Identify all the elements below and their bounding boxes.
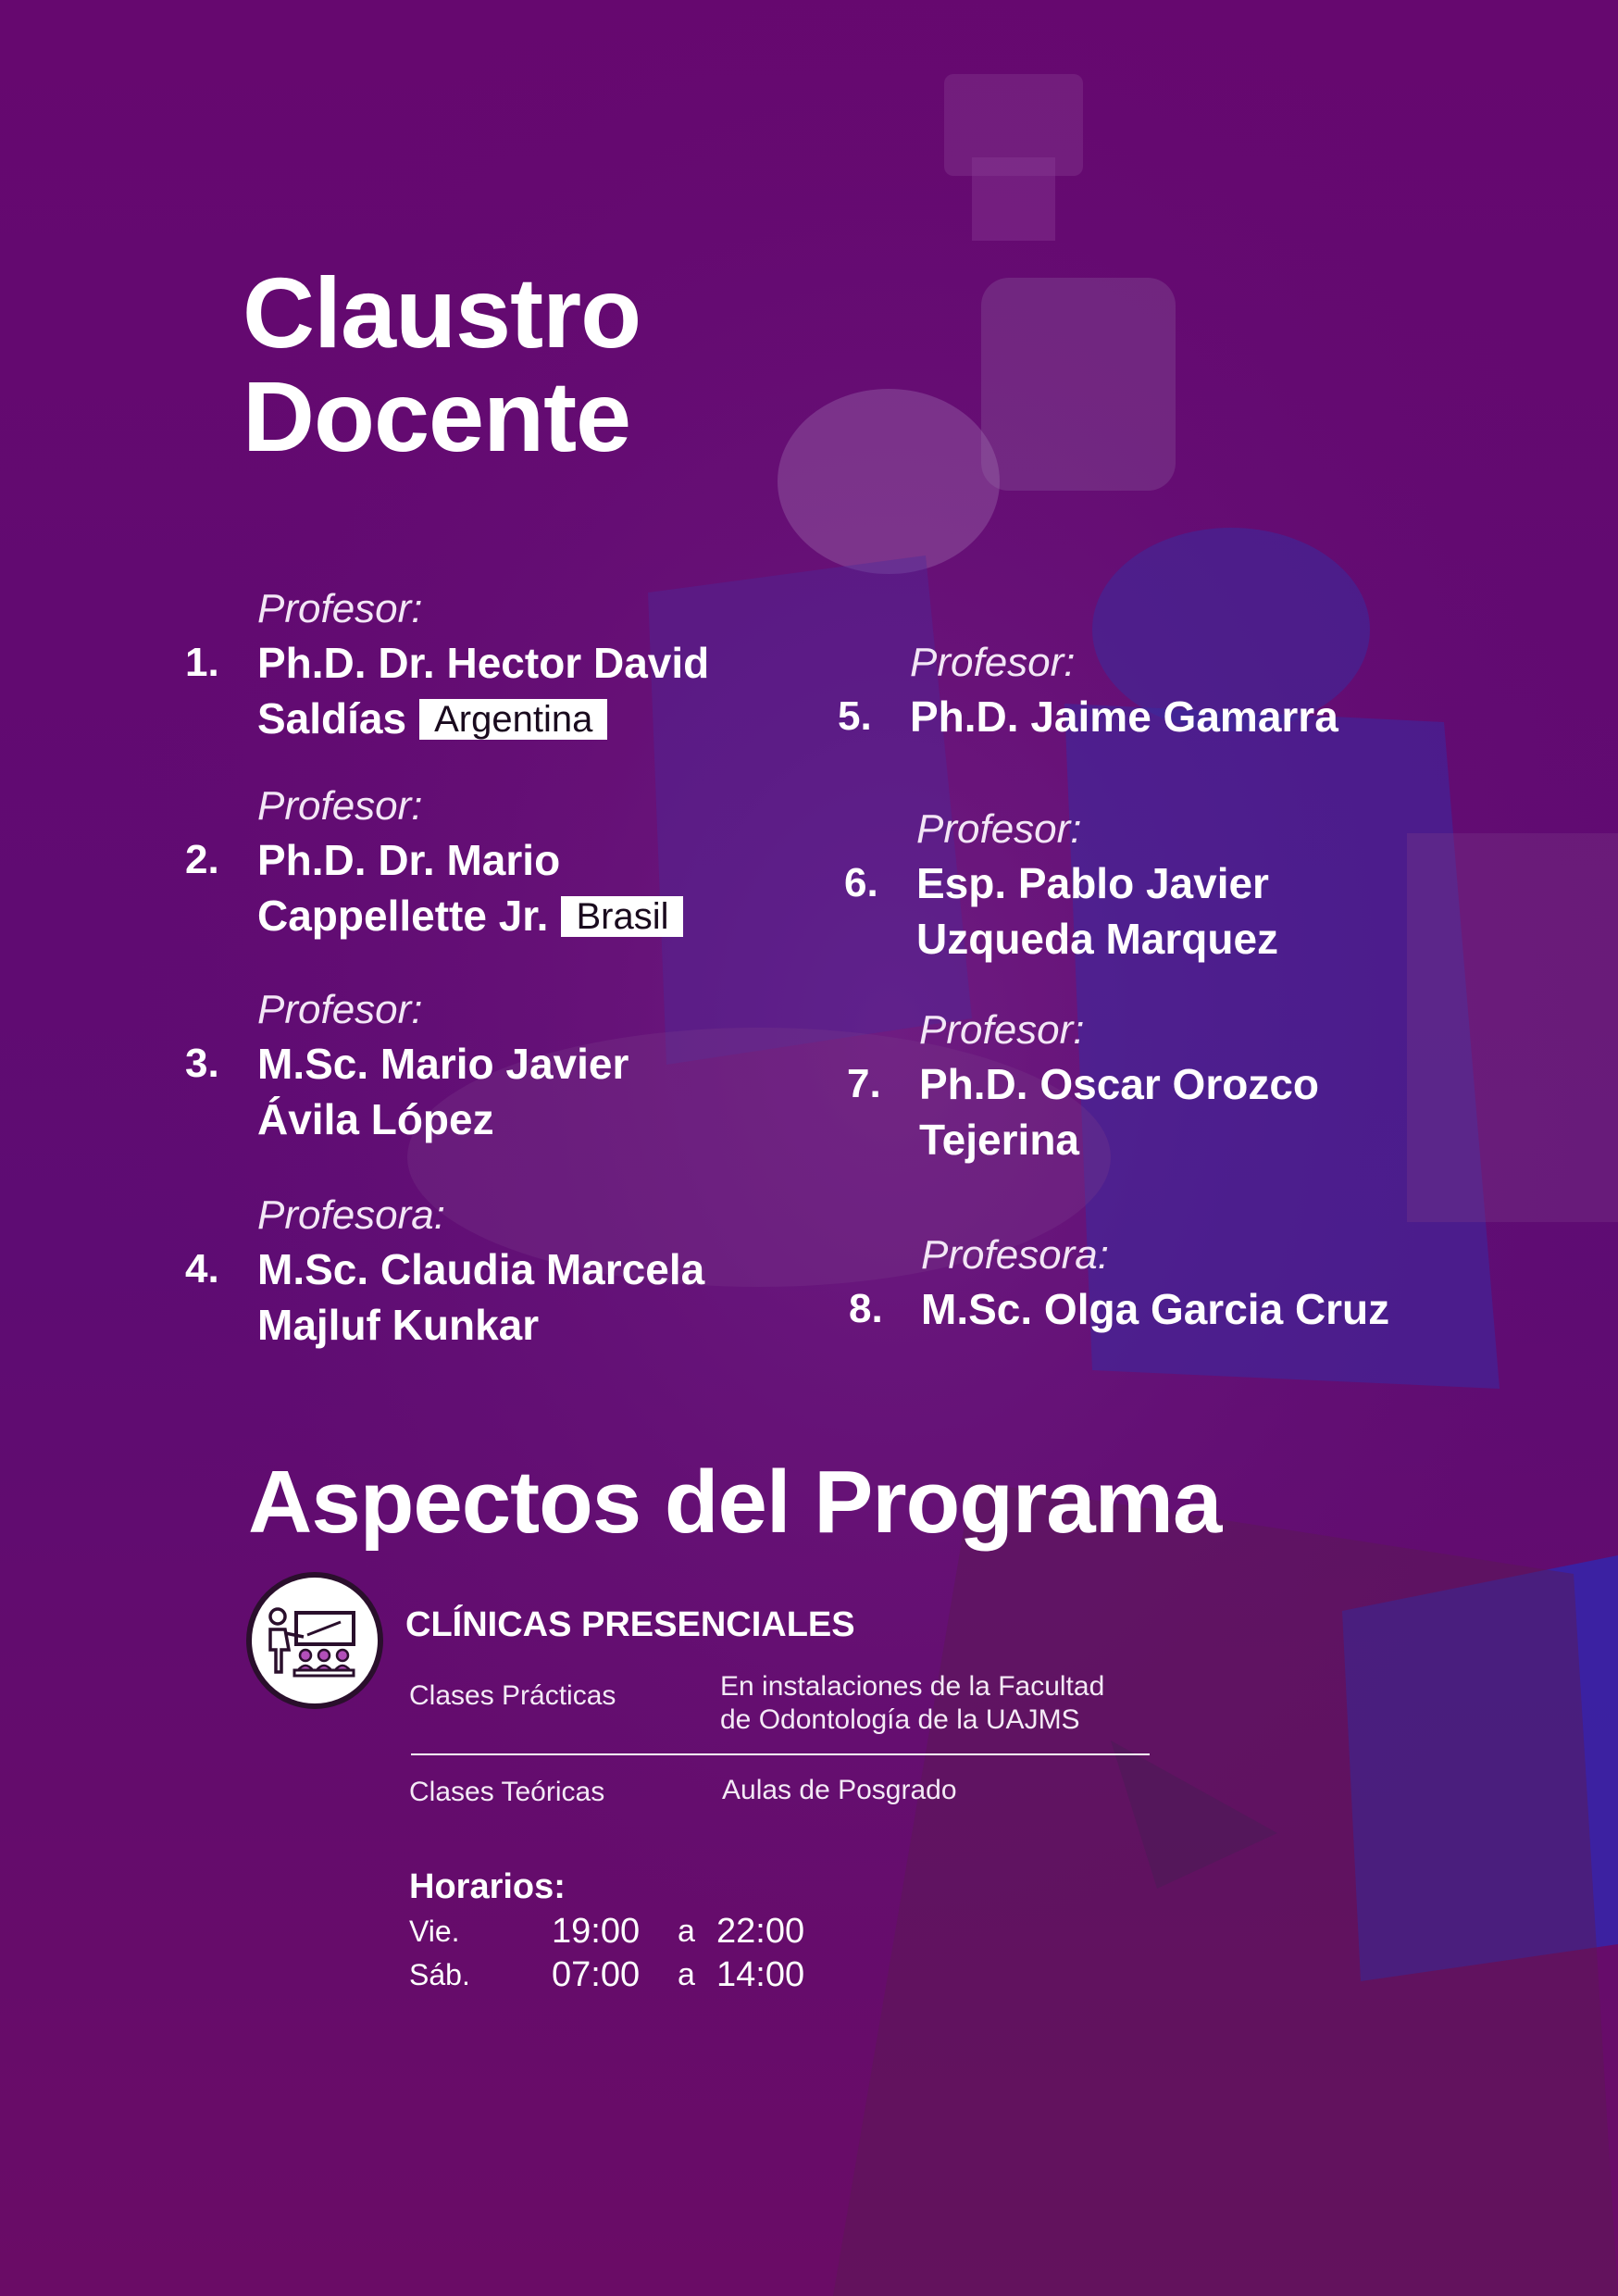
professor-6 — [844, 804, 1278, 967]
professor-8 — [849, 1229, 1389, 1337]
professor-name — [257, 832, 683, 943]
professor-name-line-1: Ph.D. Jaime Gamarra — [910, 693, 1338, 741]
schedule-to: 22:00 — [716, 1912, 805, 1951]
clases-teoricas-label: Clases Teóricas — [409, 1777, 605, 1807]
professor-role: Profesor: — [910, 640, 1076, 685]
professor-name — [921, 1281, 1389, 1337]
clases-practicas-label: Clases Prácticas — [409, 1680, 616, 1711]
divider — [411, 1753, 1150, 1755]
title-line-1: Claustro — [243, 256, 641, 368]
professor-name-line-1: Ph.D. Oscar Orozco — [919, 1060, 1320, 1108]
professor-name-line-1: M.Sc. Olga Garcia Cruz — [921, 1285, 1390, 1333]
professor-name — [257, 1036, 629, 1147]
professor-role: Profesor: — [916, 806, 1082, 852]
professor-number: 8. — [849, 1286, 883, 1331]
professor-role: Profesor: — [257, 783, 423, 829]
professor-name — [910, 689, 1338, 744]
schedule-to: 14:00 — [716, 1955, 805, 1994]
practicas-value-line-2: de Odontología de la UAJMS — [720, 1704, 1080, 1735]
professor-name-line-2: Uzqueda Marquez — [916, 915, 1279, 963]
professor-name — [919, 1056, 1319, 1167]
clases-teoricas-value: Aulas de Posgrado — [722, 1775, 957, 1805]
professor-role: Profesora: — [257, 1192, 445, 1238]
professor-4 — [185, 1190, 704, 1353]
professor-role: Profesor: — [257, 586, 423, 631]
professor-number: 2. — [185, 837, 219, 882]
clinicas-presenciales-title: CLÍNICAS PRESENCIALES — [405, 1605, 855, 1644]
professor-number: 5. — [838, 693, 872, 739]
schedule-from: 19:00 — [552, 1912, 641, 1951]
professor-name-line-1: M.Sc. Claudia Marcela — [257, 1245, 705, 1293]
professor-role: Profesor: — [257, 987, 423, 1032]
professor-5 — [838, 637, 1338, 744]
schedule-day: Sáb. — [409, 1958, 470, 1991]
professor-2 — [185, 780, 683, 943]
professor-name-line-1: Ph.D. Dr. Mario — [257, 836, 561, 884]
claustro-docente-title — [243, 256, 641, 472]
professor-name-line-1: M.Sc. Mario Javier — [257, 1040, 629, 1088]
aspectos-programa-title: Aspectos del Programa — [248, 1453, 1222, 1552]
professor-number: 6. — [844, 860, 878, 905]
professor-role: Profesora: — [921, 1232, 1109, 1278]
professor-name — [916, 855, 1278, 967]
professor-name — [257, 635, 709, 746]
professor-number: 4. — [185, 1246, 219, 1292]
professor-3 — [185, 984, 629, 1147]
country-badge: Brasil — [561, 896, 683, 937]
professor-name-line-1: Esp. Pablo Javier — [916, 859, 1269, 907]
schedule-row-sab — [409, 1953, 872, 1996]
clases-practicas-value — [720, 1670, 1104, 1737]
professor-name — [257, 1242, 704, 1353]
professor-7 — [847, 1004, 1319, 1167]
schedule-separator: a — [678, 1914, 695, 1949]
title-line-2: Docente — [243, 360, 631, 472]
schedule-separator: a — [678, 1957, 695, 1992]
practicas-value-line-1: En instalaciones de la Facultad — [720, 1671, 1105, 1702]
schedule-from: 07:00 — [552, 1955, 641, 1994]
professor-number: 1. — [185, 640, 219, 685]
professor-number: 7. — [847, 1061, 881, 1106]
country-badge: Argentina — [419, 699, 607, 740]
professor-name-line-1: Ph.D. Dr. Hector David — [257, 639, 710, 687]
professor-name-line-2: Ávila López — [257, 1095, 494, 1143]
professor-name-line-2: Tejerina — [919, 1116, 1079, 1164]
professor-number: 3. — [185, 1041, 219, 1086]
professor-1 — [185, 583, 709, 746]
schedule-row-vie — [409, 1910, 872, 1953]
professor-role: Profesor: — [919, 1007, 1085, 1053]
schedule-day: Vie. — [409, 1915, 460, 1948]
horarios-title: Horarios: — [409, 1867, 566, 1906]
classroom-teacher-icon — [246, 1572, 383, 1709]
professor-name-line-2: Majluf Kunkar — [257, 1301, 540, 1349]
professor-name-line-2: Cappellette Jr. — [257, 892, 549, 940]
professor-name-line-2: Saldías — [257, 694, 407, 742]
